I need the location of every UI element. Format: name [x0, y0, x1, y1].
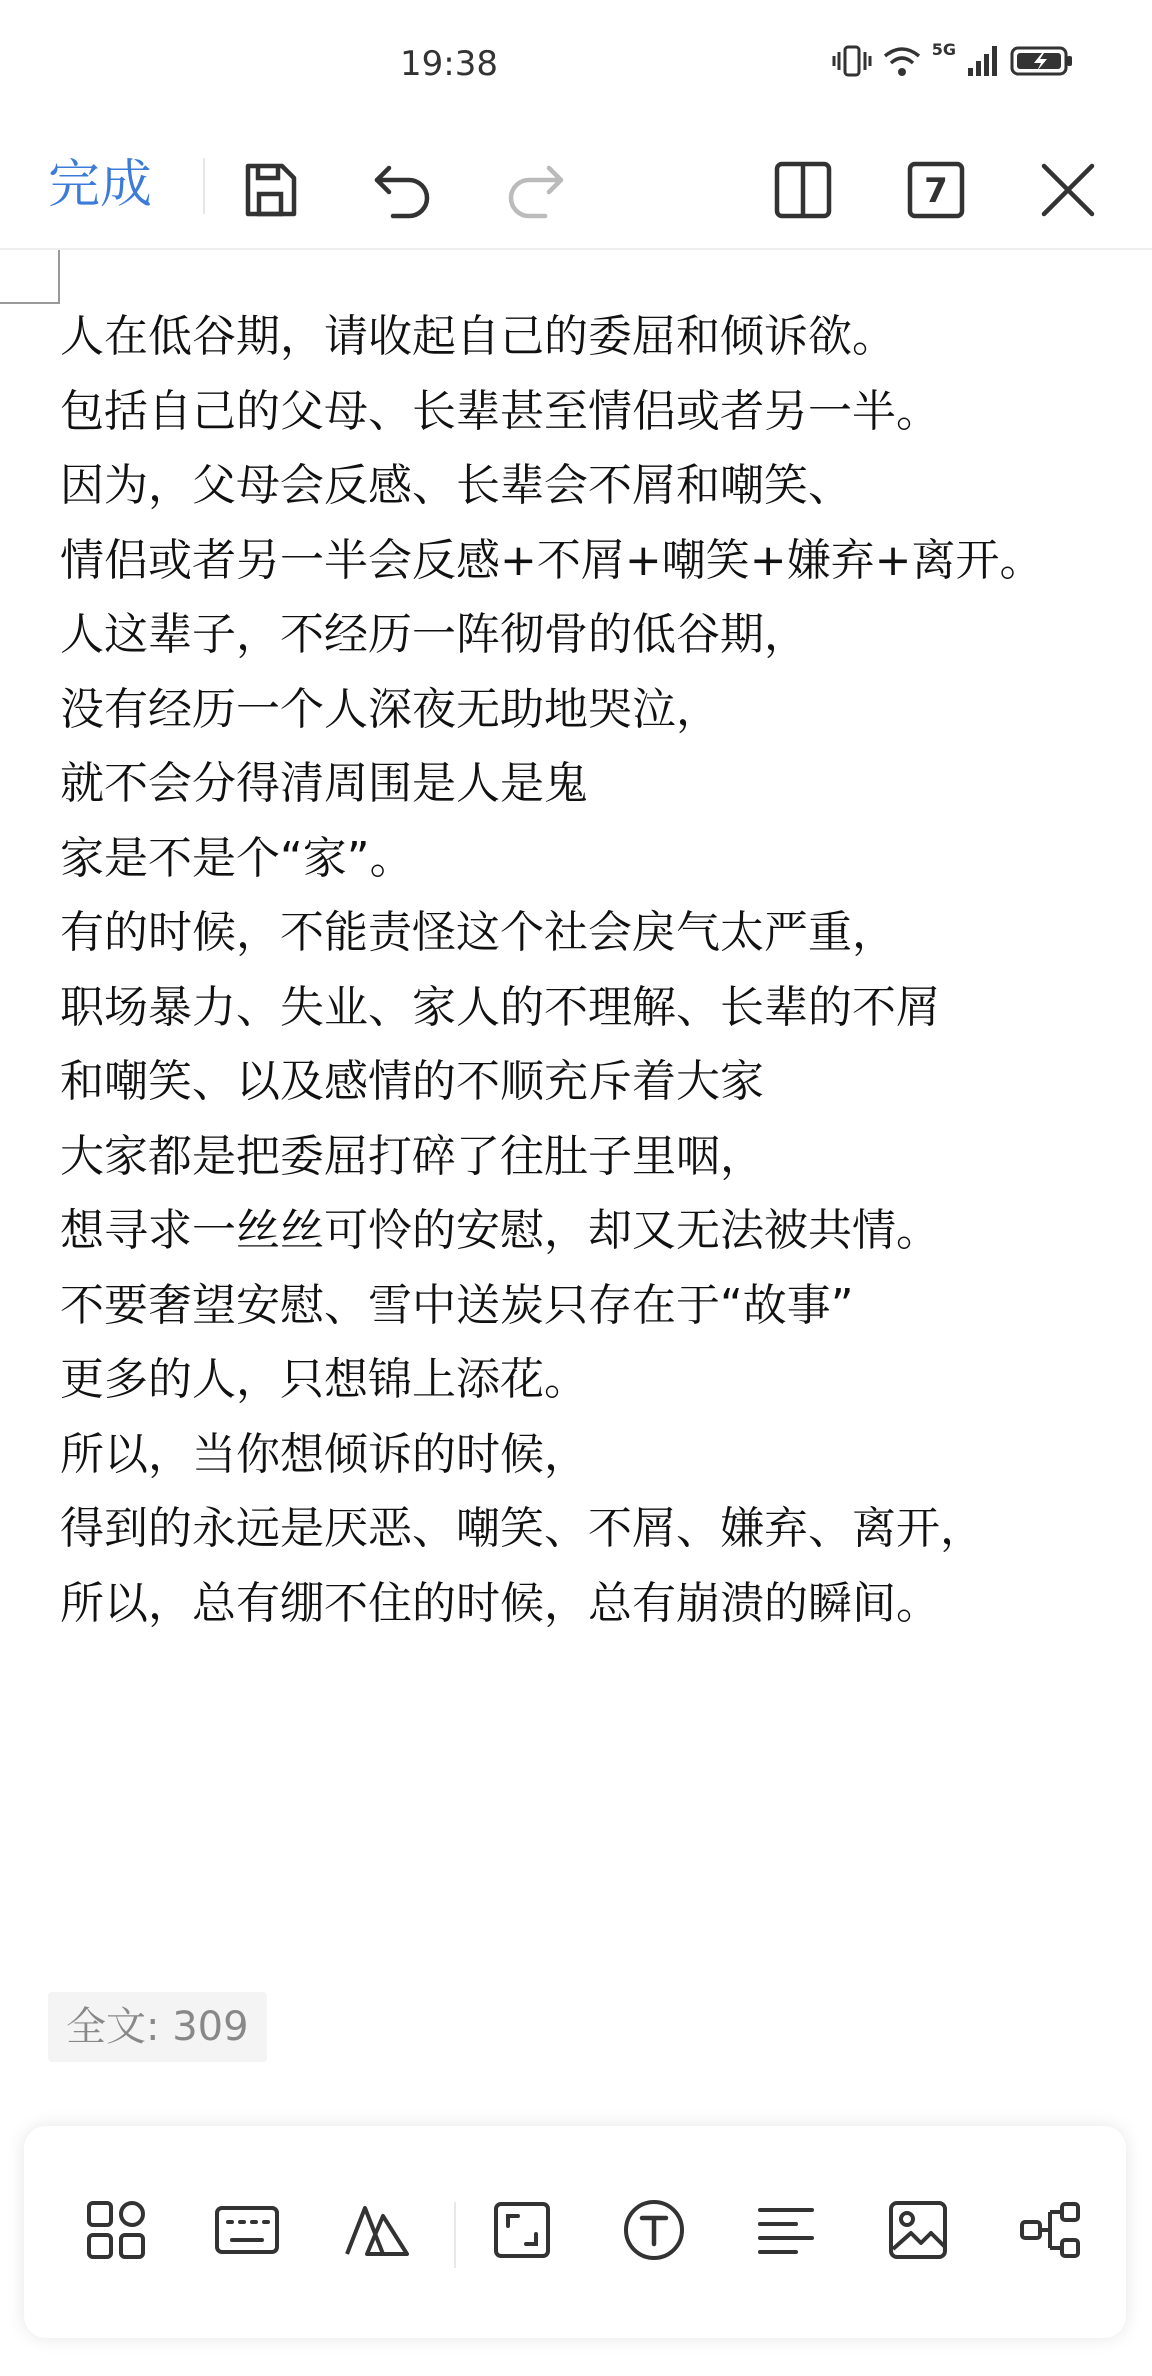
text-box-button[interactable] — [614, 2192, 694, 2272]
undo-button[interactable] — [365, 152, 441, 228]
status-bar — [0, 0, 1152, 130]
status-icons — [832, 39, 1074, 78]
align-button[interactable] — [746, 2192, 826, 2272]
doc-line: 没有经历一个人深夜无助地哭泣， — [60, 683, 720, 735]
doc-line: 职场暴力、失业、家人的不理解、长辈的不屑 — [60, 981, 940, 1033]
align-left-icon — [756, 2204, 816, 2260]
undo-icon — [371, 160, 435, 220]
redo-icon — [503, 160, 567, 220]
doc-line: 更多的人，只想锦上添花。 — [60, 1354, 588, 1405]
doc-line: 想寻求一丝丝可怜的安慰，却又无法被共情。 — [60, 1205, 940, 1256]
fullscreen-button[interactable] — [482, 2192, 562, 2272]
save-icon — [240, 160, 300, 220]
tab-count: 7 — [924, 171, 948, 211]
doc-line: 人在低谷期，请收起自己的委屈和倾诉欲。 — [60, 311, 896, 362]
bottom-toolbar-divider — [454, 2202, 456, 2268]
tabs-button[interactable] — [898, 152, 974, 228]
close-button[interactable] — [1030, 152, 1106, 228]
doc-line: 人这辈子，不经历一阵彻骨的低谷期， — [60, 609, 808, 660]
keyboard-icon — [214, 2202, 280, 2262]
tabs-icon — [906, 160, 966, 220]
status-time: 19:38 — [400, 44, 498, 84]
doc-line: 不要奢望安慰、雪中送炭只存在于“故事” — [60, 1279, 854, 1331]
doc-line: 情侣或者另一半会反感+不屑+嘲笑+嫌弃+离开。 — [60, 534, 1044, 586]
battery-charging-icon — [1010, 44, 1074, 78]
vibrate-icon — [832, 44, 872, 78]
text-style-icon — [343, 2202, 413, 2262]
text-style-button[interactable] — [338, 2192, 418, 2272]
toolbar-divider — [203, 158, 205, 214]
editor-toolbar — [0, 130, 1152, 250]
cellular-signal-icon — [966, 44, 1000, 78]
more-tools-button[interactable] — [1010, 2192, 1090, 2272]
doc-line: 因为，父母会反感、长辈会不屑和嘲笑、 — [60, 460, 852, 511]
image-icon — [887, 2199, 949, 2265]
apps-grid-icon — [85, 2199, 147, 2265]
done-button[interactable]: 完成 — [48, 155, 153, 215]
network-label: 5G — [931, 39, 956, 59]
doc-line: 大家都是把委屈打碎了往肚子里咽， — [60, 1130, 764, 1182]
page-corner-mark — [0, 250, 60, 304]
doc-line: 包括自己的父母、长辈甚至情侣或者另一半。 — [60, 385, 940, 437]
doc-line: 和嘲笑、以及感情的不顺充斥着大家 — [60, 1056, 764, 1107]
apps-button[interactable] — [76, 2192, 156, 2272]
bottom-toolbar — [24, 2126, 1126, 2338]
split-view-button[interactable] — [765, 152, 841, 228]
doc-line: 得到的永远是厌恶、嘲笑、不屑、嫌弃、离开， — [60, 1503, 984, 1554]
doc-line: 有的时候，不能责怪这个社会戾气太严重， — [60, 907, 896, 958]
keyboard-button[interactable] — [207, 2192, 287, 2272]
document-body[interactable] — [60, 300, 1140, 1641]
save-button[interactable] — [232, 152, 308, 228]
fullscreen-icon — [492, 2200, 552, 2264]
doc-line: 所以，总有绷不住的时候，总有崩溃的瞬间。 — [60, 1577, 940, 1629]
close-icon — [1038, 160, 1098, 220]
split-view-icon — [773, 160, 833, 220]
doc-line: 家是不是个“家”。 — [60, 832, 414, 884]
more-tools-icon — [1018, 2200, 1082, 2264]
text-box-icon — [622, 2198, 686, 2266]
image-button[interactable] — [878, 2192, 958, 2272]
redo-button[interactable] — [497, 152, 573, 228]
word-count-badge: 全文: 309 — [48, 1992, 267, 2062]
doc-line: 所以，当你想倾诉的时候， — [60, 1428, 588, 1480]
doc-line: 就不会分得清周围是人是鬼 — [60, 758, 588, 809]
wifi-icon — [882, 44, 922, 78]
